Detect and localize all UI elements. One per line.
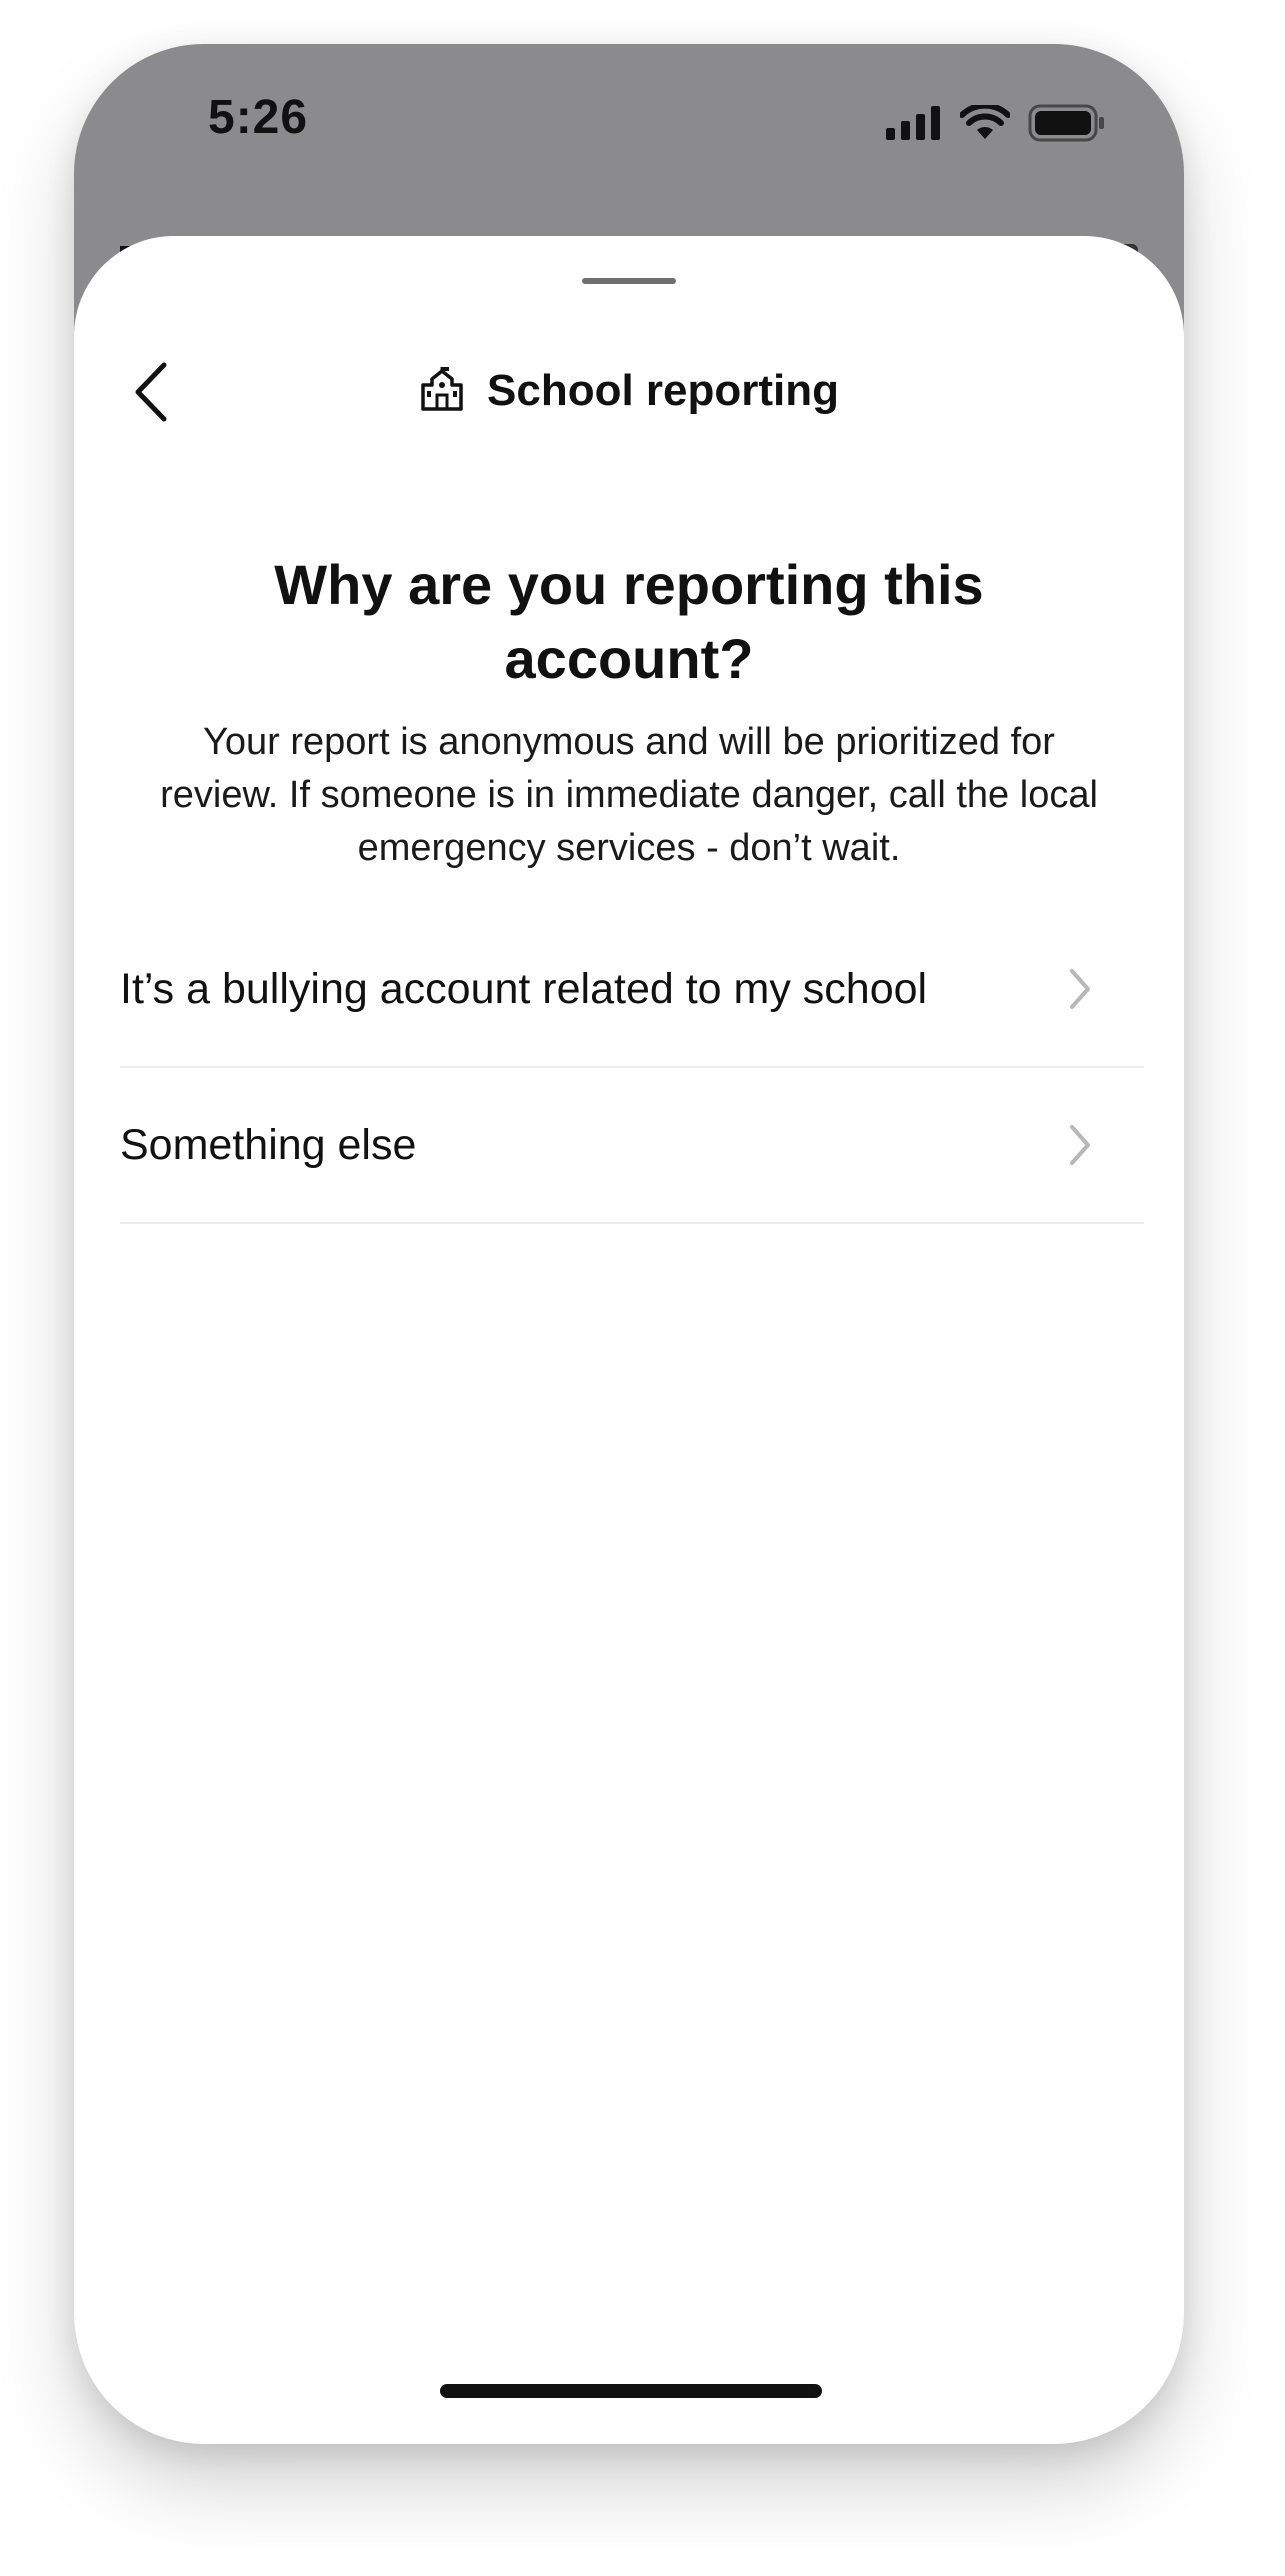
phone-frame <box>74 44 1184 2444</box>
sheet-header <box>74 336 1184 436</box>
status-icons <box>886 104 1106 147</box>
cellular-signal-icon <box>886 106 942 145</box>
home-indicator[interactable] <box>440 2384 822 2398</box>
chevron-right-icon <box>1068 967 1092 1011</box>
chevron-right-icon <box>1068 1123 1092 1167</box>
status-time: 5:26 <box>208 91 309 144</box>
sheet-title: School reporting <box>487 366 839 415</box>
wifi-icon <box>960 105 1010 146</box>
option-label: Something else <box>120 1120 417 1169</box>
school-building-icon <box>419 367 465 416</box>
report-description: Your report is anonymous and will be prioritized for review. If someone is in immediate danger, call the local emergency services - don’t wait. <box>160 721 1098 869</box>
header-title-group <box>74 366 1184 416</box>
sheet-grabber[interactable] <box>582 278 676 284</box>
report-options-list <box>120 912 1144 1224</box>
report-question-heading: Why are you reporting this account? <box>274 553 984 690</box>
report-bottom-sheet <box>74 236 1184 2444</box>
status-bar <box>74 44 1184 244</box>
battery-icon <box>1028 104 1106 147</box>
option-something-else[interactable] <box>120 1068 1144 1224</box>
option-bullying-school-account[interactable] <box>120 912 1144 1068</box>
option-label: It’s a bullying account related to my school <box>120 964 928 1013</box>
